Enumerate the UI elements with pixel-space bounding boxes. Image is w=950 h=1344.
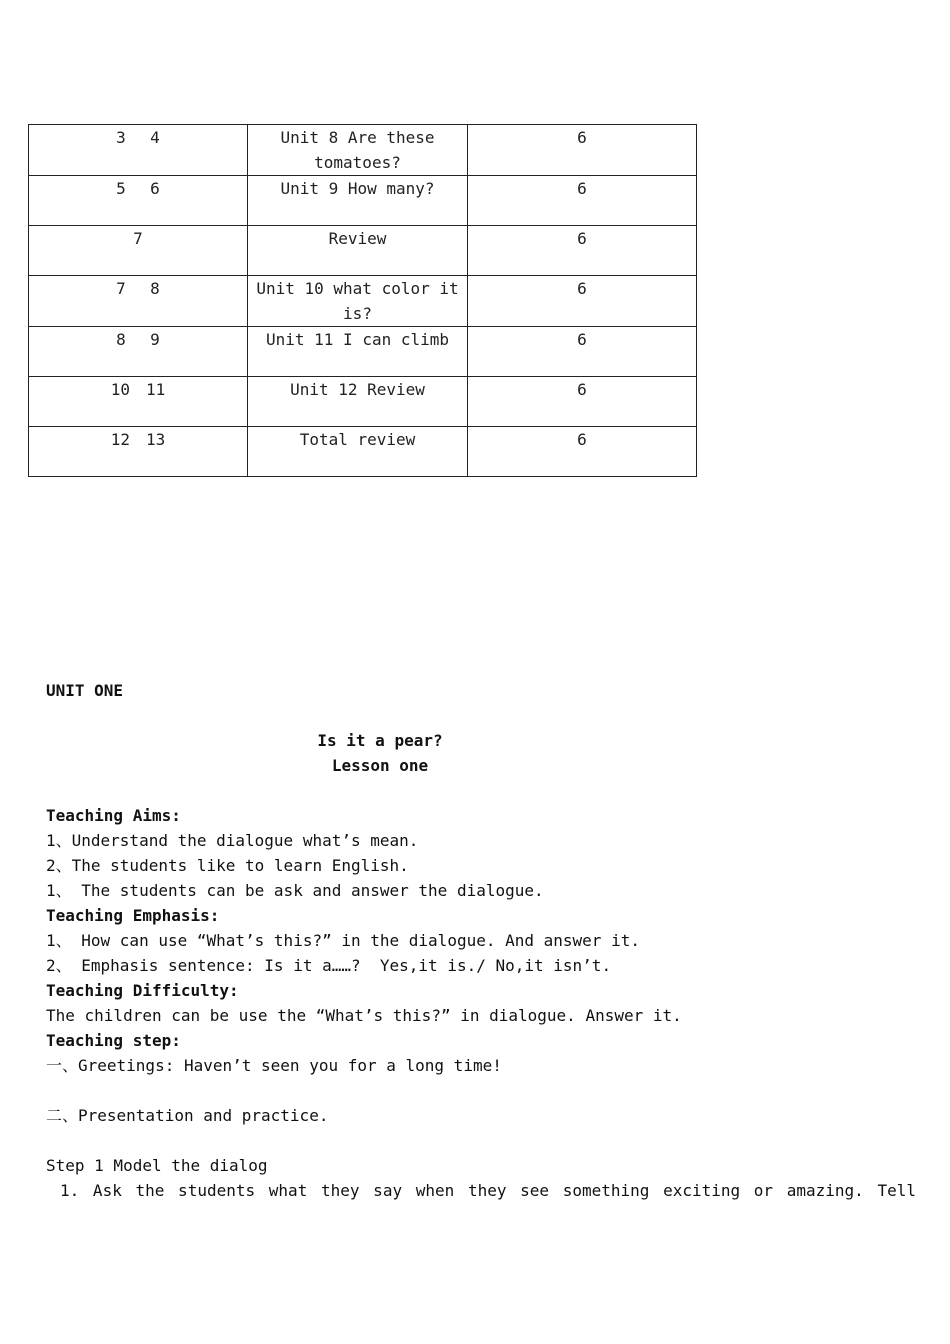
hours-cell: 6: [468, 125, 697, 176]
emphasis-item: 1、 How can use “What’s this?” in the dialogue. And answer it.: [46, 931, 640, 950]
hours-cell: 6: [468, 427, 697, 477]
presentation-step: 二、Presentation and practice.: [46, 1106, 329, 1125]
week-number: 10: [110, 380, 130, 399]
week-cell: [29, 427, 248, 477]
aims-heading: Teaching Aims:: [46, 806, 181, 825]
schedule-row: [29, 427, 697, 477]
hours-cell: 6: [468, 176, 697, 226]
lesson-subtitle: Lesson one: [331, 756, 429, 775]
week-number: 8: [116, 330, 126, 349]
aims-item: 2、The students like to learn English.: [46, 856, 409, 875]
emphasis-heading: Teaching Emphasis:: [46, 906, 220, 925]
schedule-row: [29, 377, 697, 427]
week-number: 7: [133, 229, 143, 248]
difficulty-heading: Teaching Difficulty:: [46, 981, 239, 1000]
aims-item: 1、 The students can be ask and answer the dialogue.: [46, 881, 544, 900]
week-number: 11: [146, 380, 166, 399]
week-number: 13: [146, 430, 166, 449]
hours-cell: 6: [468, 226, 697, 276]
week-cell: [29, 276, 248, 327]
hours-cell: 6: [468, 276, 697, 327]
schedule-row: [29, 327, 697, 377]
week-number: 7: [116, 279, 126, 298]
week-number: 3: [116, 128, 126, 147]
week-cell: [29, 226, 248, 276]
week-number: 12: [110, 430, 130, 449]
lesson-body: [46, 803, 926, 1203]
content-cell: Unit 11 I can climb: [248, 327, 468, 377]
content-cell: Total review: [248, 427, 468, 477]
week-number: 8: [150, 279, 160, 298]
content-cell: Unit 8 Are these tomatoes?: [248, 125, 468, 176]
week-number: 6: [150, 179, 160, 198]
week-cell: [29, 176, 248, 226]
step1-heading: Step 1 Model the dialog: [46, 1156, 268, 1175]
schedule-body: [29, 125, 697, 477]
hours-cell: 6: [468, 377, 697, 427]
week-number: 4: [150, 128, 160, 147]
content-cell: Unit 9 How many?: [248, 176, 468, 226]
greeting-step: 一、Greetings: Haven’t seen you for a long time!: [46, 1056, 502, 1075]
hours-cell: 6: [468, 327, 697, 377]
schedule-row: [29, 176, 697, 226]
lesson-title: Is it a pear?: [317, 731, 443, 750]
week-cell: [29, 327, 248, 377]
aims-item: 1、Understand the dialogue what’s mean.: [46, 831, 419, 850]
content-cell: Unit 12 Review: [248, 377, 468, 427]
week-cell: [29, 377, 248, 427]
steps-heading: Teaching step:: [46, 1031, 181, 1050]
blank-line: [46, 1078, 926, 1103]
schedule-row: [29, 125, 697, 176]
week-number: 5: [116, 179, 126, 198]
lesson-title-block: [0, 728, 760, 778]
step1-item: 1. Ask the students what they say when they see something exciting or amazing. Tell: [60, 1181, 916, 1200]
schedule-row: [29, 226, 697, 276]
content-cell: Unit 10 what color it is?: [248, 276, 468, 327]
schedule-row: [29, 276, 697, 327]
content-cell: Review: [248, 226, 468, 276]
schedule-table: [28, 124, 697, 477]
week-cell: [29, 125, 248, 176]
unit-heading: UNIT ONE: [46, 681, 124, 700]
difficulty-text: The children can be use the “What’s this?” in dialogue. Answer it.: [46, 1006, 682, 1025]
emphasis-item: 2、 Emphasis sentence: Is it a……? Yes,it is./ No,it isn’t.: [46, 956, 612, 975]
blank-line: [46, 1128, 926, 1153]
week-number: 9: [150, 330, 160, 349]
